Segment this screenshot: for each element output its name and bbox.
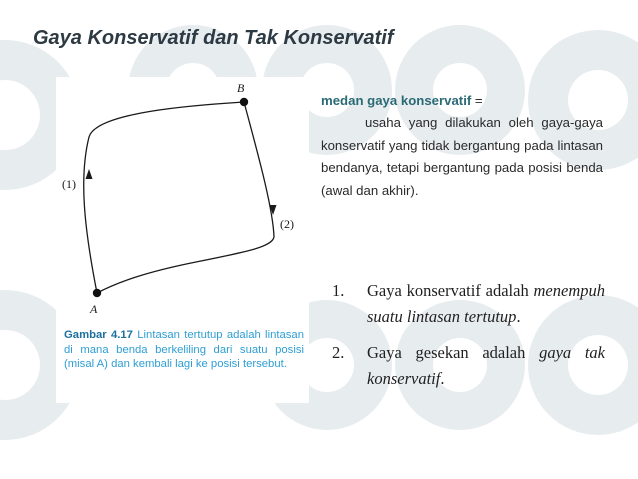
label-a: A xyxy=(90,302,98,316)
list-end: . xyxy=(440,368,445,388)
label-path-1: (1) xyxy=(62,177,76,191)
definition-term: medan gaya konservatif xyxy=(321,93,472,108)
list-number: 1. xyxy=(332,281,345,300)
label-path-2: (2) xyxy=(280,217,294,231)
list-item xyxy=(321,278,605,329)
slide-title: Gaya Konservatif dan Tak Konservatif xyxy=(33,27,394,49)
list-number: 2. xyxy=(332,343,345,362)
closed-path-diagram xyxy=(56,77,309,327)
point-a xyxy=(93,289,101,297)
label-b: B xyxy=(237,81,245,95)
figure-caption xyxy=(64,328,304,372)
points-list xyxy=(321,278,605,402)
list-end: . xyxy=(516,306,521,326)
caption-text: Lintasan tertutup adalah lintasan di mana benda berkeliling dari suatu posisi (misal A) dan kembali lagi ke posisi tersebut. xyxy=(64,329,304,370)
list-item xyxy=(321,340,605,391)
list-text: Gaya gesekan adalah xyxy=(367,343,540,362)
definition-text: usaha yang dilakukan oleh gaya-gaya konservatif yang tidak bergantung pada lintasan bendanya, tetapi bergantung pada posisi benda (awal dan akhir). xyxy=(321,115,603,198)
list-emphasis: menempuh suatu lintasan tertutup xyxy=(367,281,605,326)
list-text: Gaya konservatif adalah xyxy=(367,281,534,300)
definition-block xyxy=(321,90,603,202)
definition-equals: = xyxy=(471,93,483,108)
definition-heading xyxy=(321,90,603,112)
figure-closed-path xyxy=(56,77,309,403)
arrow-up-icon xyxy=(86,169,93,179)
point-b xyxy=(240,98,248,106)
caption-heading: Gambar 4.17 xyxy=(64,329,133,341)
path-curve xyxy=(84,102,274,293)
list-emphasis: gaya tak konservatif xyxy=(367,343,605,388)
